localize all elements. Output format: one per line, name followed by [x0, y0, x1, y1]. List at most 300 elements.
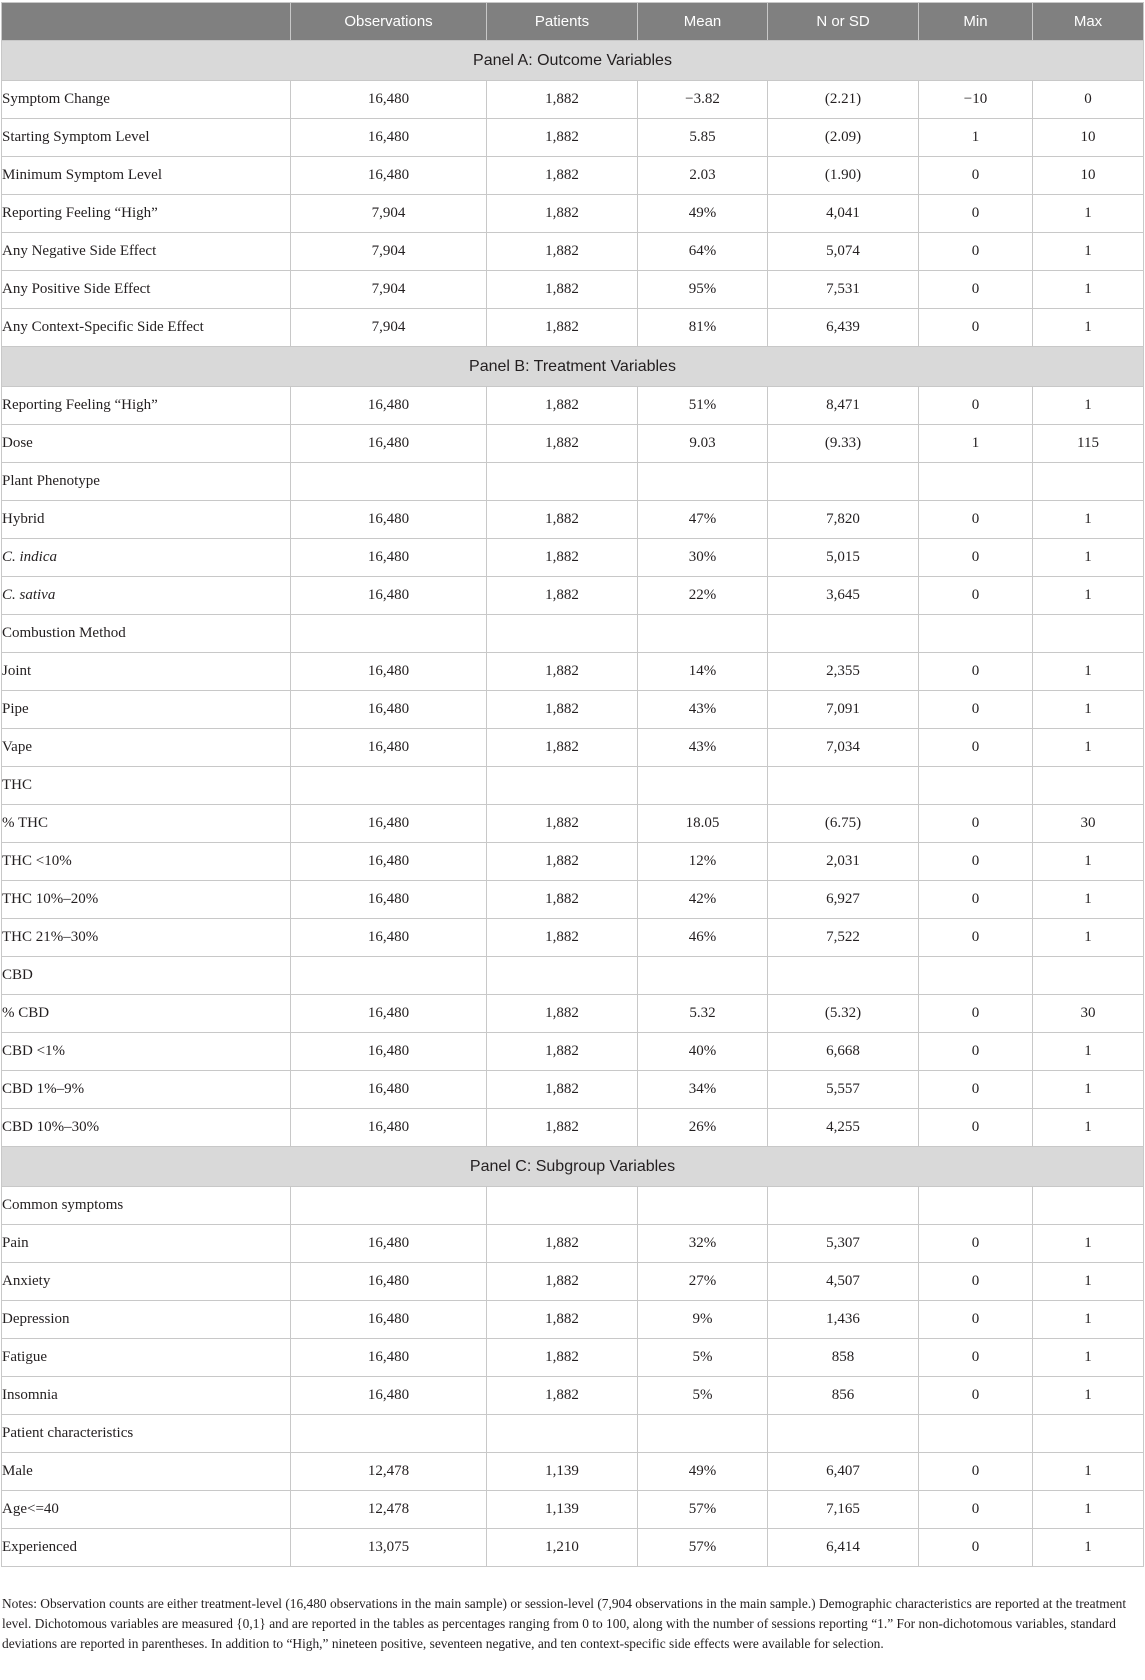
cell-observations: 16,480: [291, 729, 487, 767]
cell-min: 0: [919, 1263, 1033, 1301]
cell-n-or-sd: 6,927: [768, 881, 919, 919]
table-row: [2, 615, 1144, 653]
cell-n-or-sd: 7,820: [768, 501, 919, 539]
cell-mean: 34%: [638, 1071, 768, 1109]
header-cell-mean: Mean: [638, 3, 768, 41]
cell-mean: −3.82: [638, 81, 768, 119]
cell-min: 0: [919, 1529, 1033, 1567]
cell-max: 1: [1033, 577, 1144, 615]
row-label: Hybrid: [2, 501, 291, 539]
cell-observations: 16,480: [291, 881, 487, 919]
cell-n-or-sd: 4,041: [768, 195, 919, 233]
cell-max: 1: [1033, 691, 1144, 729]
row-label: Minimum Symptom Level: [2, 157, 291, 195]
row-label: Pipe: [2, 691, 291, 729]
cell-observations: [291, 957, 487, 995]
cell-patients: [487, 1415, 638, 1453]
cell-n-or-sd: 7,091: [768, 691, 919, 729]
cell-patients: 1,139: [487, 1453, 638, 1491]
table-body: [2, 41, 1144, 1567]
cell-mean: 49%: [638, 195, 768, 233]
cell-n-or-sd: 1,436: [768, 1301, 919, 1339]
cell-observations: 16,480: [291, 1301, 487, 1339]
row-label: Any Negative Side Effect: [2, 233, 291, 271]
cell-max: 10: [1033, 119, 1144, 157]
cell-observations: 7,904: [291, 233, 487, 271]
cell-max: 1: [1033, 309, 1144, 347]
table-row: [2, 233, 1144, 271]
table-row: [2, 1263, 1144, 1301]
cell-max: 1: [1033, 1225, 1144, 1263]
cell-max: 1: [1033, 1453, 1144, 1491]
cell-observations: 16,480: [291, 425, 487, 463]
cell-patients: 1,882: [487, 729, 638, 767]
cell-max: 0: [1033, 81, 1144, 119]
cell-patients: 1,882: [487, 1033, 638, 1071]
cell-min: 1: [919, 425, 1033, 463]
cell-max: 1: [1033, 1339, 1144, 1377]
row-label: CBD 1%–9%: [2, 1071, 291, 1109]
table-row: [2, 1339, 1144, 1377]
cell-observations: [291, 767, 487, 805]
cell-max: [1033, 615, 1144, 653]
cell-min: [919, 957, 1033, 995]
cell-mean: [638, 463, 768, 501]
cell-max: 1: [1033, 843, 1144, 881]
cell-observations: [291, 1415, 487, 1453]
cell-mean: 30%: [638, 539, 768, 577]
cell-min: 0: [919, 1033, 1033, 1071]
cell-max: [1033, 767, 1144, 805]
cell-max: 1: [1033, 1491, 1144, 1529]
cell-patients: 1,882: [487, 1263, 638, 1301]
cell-observations: 16,480: [291, 81, 487, 119]
cell-patients: [487, 767, 638, 805]
cell-min: [919, 1187, 1033, 1225]
table-row: [2, 157, 1144, 195]
cell-n-or-sd: 7,522: [768, 919, 919, 957]
row-label: Symptom Change: [2, 81, 291, 119]
row-label: Reporting Feeling “High”: [2, 195, 291, 233]
cell-max: 1: [1033, 919, 1144, 957]
cell-n-or-sd: 6,414: [768, 1529, 919, 1567]
cell-min: 0: [919, 309, 1033, 347]
cell-n-or-sd: 6,668: [768, 1033, 919, 1071]
table-row: [2, 119, 1144, 157]
cell-mean: 5%: [638, 1377, 768, 1415]
cell-n-or-sd: [768, 615, 919, 653]
cell-observations: 16,480: [291, 387, 487, 425]
table-row: [2, 653, 1144, 691]
cell-n-or-sd: 5,015: [768, 539, 919, 577]
cell-min: 0: [919, 387, 1033, 425]
panel-title: Panel A: Outcome Variables: [2, 41, 1144, 81]
cell-max: 1: [1033, 1263, 1144, 1301]
cell-n-or-sd: (2.21): [768, 81, 919, 119]
cell-min: 0: [919, 501, 1033, 539]
cell-mean: 26%: [638, 1109, 768, 1147]
row-label: C. indica: [2, 539, 291, 577]
cell-patients: 1,210: [487, 1529, 638, 1567]
cell-n-or-sd: 2,031: [768, 843, 919, 881]
row-label: Fatigue: [2, 1339, 291, 1377]
cell-min: 0: [919, 233, 1033, 271]
cell-mean: 12%: [638, 843, 768, 881]
cell-patients: 1,882: [487, 805, 638, 843]
row-label: Any Positive Side Effect: [2, 271, 291, 309]
cell-observations: 16,480: [291, 577, 487, 615]
cell-observations: 16,480: [291, 919, 487, 957]
cell-mean: 9.03: [638, 425, 768, 463]
cell-min: 0: [919, 1339, 1033, 1377]
row-label: Plant Phenotype: [2, 463, 291, 501]
cell-mean: 95%: [638, 271, 768, 309]
row-label: Male: [2, 1453, 291, 1491]
cell-max: 10: [1033, 157, 1144, 195]
cell-max: 1: [1033, 195, 1144, 233]
panel-header-row: [2, 41, 1144, 81]
cell-n-or-sd: 5,307: [768, 1225, 919, 1263]
cell-mean: 14%: [638, 653, 768, 691]
cell-n-or-sd: [768, 767, 919, 805]
cell-mean: 2.03: [638, 157, 768, 195]
table-row: [2, 767, 1144, 805]
cell-mean: [638, 615, 768, 653]
table-notes: Notes: Observation counts are either treatment-level (16,480 observations in the main sample) or session-level (7,904 observations in the main sample.) Demographic characteristics are reported at the treatment level. Dichotomous variables are measured {0,1} and are reported in the tables as percentages ranging from 0 to 100, along with the number of sessions reporting “1.” For non-dichotomous variables, standard deviations are reported in parentheses. In addition to “High,” nineteen positive, seventeen negative, and ten context-specific side effects were available for selection.: [2, 1596, 1127, 1651]
cell-min: 0: [919, 881, 1033, 919]
table-row: [2, 501, 1144, 539]
cell-n-or-sd: [768, 957, 919, 995]
row-label: Patient characteristics: [2, 1415, 291, 1453]
header-cell-min: Min: [919, 3, 1033, 41]
cell-mean: [638, 1415, 768, 1453]
cell-n-or-sd: [768, 1415, 919, 1453]
cell-max: [1033, 1415, 1144, 1453]
row-label: Combustion Method: [2, 615, 291, 653]
cell-max: [1033, 957, 1144, 995]
row-label: Reporting Feeling “High”: [2, 387, 291, 425]
cell-observations: [291, 615, 487, 653]
cell-mean: 5.85: [638, 119, 768, 157]
cell-patients: 1,882: [487, 195, 638, 233]
cell-patients: 1,882: [487, 233, 638, 271]
header-cell-variable: [2, 3, 291, 41]
row-label: % THC: [2, 805, 291, 843]
panel-title: Panel B: Treatment Variables: [2, 347, 1144, 387]
cell-n-or-sd: 8,471: [768, 387, 919, 425]
table-row: [2, 1529, 1144, 1567]
cell-observations: 7,904: [291, 309, 487, 347]
cell-observations: [291, 1187, 487, 1225]
cell-n-or-sd: (2.09): [768, 119, 919, 157]
row-label: Vape: [2, 729, 291, 767]
cell-max: 30: [1033, 995, 1144, 1033]
table-row: [2, 881, 1144, 919]
cell-mean: 5%: [638, 1339, 768, 1377]
table-row: [2, 425, 1144, 463]
cell-max: 1: [1033, 1071, 1144, 1109]
row-label: THC <10%: [2, 843, 291, 881]
cell-mean: 9%: [638, 1301, 768, 1339]
table-row: [2, 309, 1144, 347]
table-row: [2, 1033, 1144, 1071]
cell-mean: 32%: [638, 1225, 768, 1263]
summary-statistics-table: [1, 2, 1144, 1567]
row-label: C. sativa: [2, 577, 291, 615]
cell-n-or-sd: 7,165: [768, 1491, 919, 1529]
cell-patients: 1,882: [487, 501, 638, 539]
cell-patients: 1,882: [487, 1339, 638, 1377]
table-row: [2, 919, 1144, 957]
table-row: [2, 1301, 1144, 1339]
cell-observations: 16,480: [291, 539, 487, 577]
cell-patients: 1,882: [487, 919, 638, 957]
cell-min: 0: [919, 1225, 1033, 1263]
header-cell-observations: Observations: [291, 3, 487, 41]
cell-max: 1: [1033, 233, 1144, 271]
table-row: [2, 1377, 1144, 1415]
cell-min: 0: [919, 1453, 1033, 1491]
cell-patients: [487, 463, 638, 501]
cell-patients: 1,882: [487, 1301, 638, 1339]
row-label: THC 10%–20%: [2, 881, 291, 919]
row-label: Pain: [2, 1225, 291, 1263]
cell-mean: 27%: [638, 1263, 768, 1301]
cell-observations: 16,480: [291, 1339, 487, 1377]
table-row: [2, 195, 1144, 233]
cell-mean: 51%: [638, 387, 768, 425]
cell-min: 0: [919, 1071, 1033, 1109]
row-label: CBD 10%–30%: [2, 1109, 291, 1147]
cell-mean: 57%: [638, 1491, 768, 1529]
cell-patients: [487, 615, 638, 653]
cell-patients: [487, 1187, 638, 1225]
panel-title: Panel C: Subgroup Variables: [2, 1147, 1144, 1187]
row-label: THC: [2, 767, 291, 805]
cell-mean: 43%: [638, 729, 768, 767]
cell-min: 0: [919, 195, 1033, 233]
cell-observations: 12,478: [291, 1491, 487, 1529]
cell-n-or-sd: 3,645: [768, 577, 919, 615]
cell-min: [919, 615, 1033, 653]
cell-max: [1033, 1187, 1144, 1225]
cell-max: 1: [1033, 1033, 1144, 1071]
cell-n-or-sd: 4,255: [768, 1109, 919, 1147]
cell-n-or-sd: (6.75): [768, 805, 919, 843]
cell-observations: 12,478: [291, 1453, 487, 1491]
cell-max: 115: [1033, 425, 1144, 463]
row-label: Depression: [2, 1301, 291, 1339]
cell-min: 0: [919, 691, 1033, 729]
cell-min: 0: [919, 539, 1033, 577]
table-row: [2, 691, 1144, 729]
cell-patients: 1,882: [487, 309, 638, 347]
table-row: [2, 387, 1144, 425]
cell-mean: 57%: [638, 1529, 768, 1567]
cell-min: 1: [919, 119, 1033, 157]
cell-n-or-sd: 6,439: [768, 309, 919, 347]
table-row: [2, 729, 1144, 767]
cell-min: 0: [919, 653, 1033, 691]
cell-min: 0: [919, 843, 1033, 881]
cell-mean: 42%: [638, 881, 768, 919]
cell-min: 0: [919, 729, 1033, 767]
cell-n-or-sd: (5.32): [768, 995, 919, 1033]
cell-n-or-sd: 5,557: [768, 1071, 919, 1109]
cell-n-or-sd: 856: [768, 1377, 919, 1415]
cell-max: [1033, 463, 1144, 501]
cell-min: [919, 463, 1033, 501]
cell-max: 1: [1033, 501, 1144, 539]
table-row: [2, 995, 1144, 1033]
cell-max: 1: [1033, 1377, 1144, 1415]
cell-observations: 16,480: [291, 843, 487, 881]
cell-n-or-sd: 4,507: [768, 1263, 919, 1301]
cell-min: 0: [919, 1377, 1033, 1415]
cell-observations: 13,075: [291, 1529, 487, 1567]
cell-max: 1: [1033, 387, 1144, 425]
cell-n-or-sd: 7,531: [768, 271, 919, 309]
header-cell-n-or-sd: N or SD: [768, 3, 919, 41]
header-row: [2, 3, 1144, 41]
row-label: Joint: [2, 653, 291, 691]
cell-n-or-sd: (1.90): [768, 157, 919, 195]
table-row: [2, 1187, 1144, 1225]
cell-patients: 1,882: [487, 425, 638, 463]
row-label: % CBD: [2, 995, 291, 1033]
table-row: [2, 81, 1144, 119]
cell-min: 0: [919, 577, 1033, 615]
row-label: Experienced: [2, 1529, 291, 1567]
cell-n-or-sd: [768, 463, 919, 501]
row-label: Anxiety: [2, 1263, 291, 1301]
cell-mean: 46%: [638, 919, 768, 957]
cell-n-or-sd: 2,355: [768, 653, 919, 691]
panel-header-row: [2, 347, 1144, 387]
header-cell-patients: Patients: [487, 3, 638, 41]
cell-max: 1: [1033, 1109, 1144, 1147]
cell-max: 1: [1033, 539, 1144, 577]
cell-mean: 49%: [638, 1453, 768, 1491]
cell-n-or-sd: [768, 1187, 919, 1225]
cell-mean: [638, 767, 768, 805]
cell-patients: 1,882: [487, 995, 638, 1033]
cell-min: 0: [919, 1109, 1033, 1147]
cell-patients: 1,882: [487, 271, 638, 309]
cell-observations: 16,480: [291, 1109, 487, 1147]
cell-observations: [291, 463, 487, 501]
cell-patients: 1,882: [487, 387, 638, 425]
cell-min: 0: [919, 1491, 1033, 1529]
cell-observations: 16,480: [291, 995, 487, 1033]
row-label: Age<=40: [2, 1491, 291, 1529]
cell-patients: 1,882: [487, 119, 638, 157]
cell-observations: 16,480: [291, 1071, 487, 1109]
cell-observations: 16,480: [291, 1225, 487, 1263]
cell-observations: 16,480: [291, 653, 487, 691]
table-row: [2, 1491, 1144, 1529]
cell-mean: 40%: [638, 1033, 768, 1071]
table-row: [2, 463, 1144, 501]
row-label: CBD <1%: [2, 1033, 291, 1071]
cell-patients: 1,882: [487, 577, 638, 615]
cell-n-or-sd: 858: [768, 1339, 919, 1377]
cell-mean: 43%: [638, 691, 768, 729]
cell-n-or-sd: 5,074: [768, 233, 919, 271]
row-label: Insomnia: [2, 1377, 291, 1415]
cell-max: 1: [1033, 1301, 1144, 1339]
table-row: [2, 957, 1144, 995]
cell-mean: 5.32: [638, 995, 768, 1033]
cell-n-or-sd: (9.33): [768, 425, 919, 463]
cell-mean: [638, 957, 768, 995]
row-label: Any Context-Specific Side Effect: [2, 309, 291, 347]
table-row: [2, 805, 1144, 843]
cell-mean: [638, 1187, 768, 1225]
cell-observations: 16,480: [291, 1033, 487, 1071]
cell-mean: 64%: [638, 233, 768, 271]
cell-patients: 1,882: [487, 81, 638, 119]
cell-max: 1: [1033, 271, 1144, 309]
cell-observations: 16,480: [291, 1263, 487, 1301]
table-row: [2, 539, 1144, 577]
cell-n-or-sd: 7,034: [768, 729, 919, 767]
cell-observations: 16,480: [291, 805, 487, 843]
row-label: Dose: [2, 425, 291, 463]
cell-patients: 1,882: [487, 157, 638, 195]
cell-max: 1: [1033, 1529, 1144, 1567]
table-row: [2, 1109, 1144, 1147]
table-row: [2, 843, 1144, 881]
cell-observations: 16,480: [291, 691, 487, 729]
cell-min: 0: [919, 157, 1033, 195]
table-row: [2, 1415, 1144, 1453]
cell-patients: 1,882: [487, 653, 638, 691]
cell-observations: 16,480: [291, 157, 487, 195]
cell-mean: 81%: [638, 309, 768, 347]
table-row: [2, 271, 1144, 309]
cell-mean: 22%: [638, 577, 768, 615]
cell-patients: 1,882: [487, 843, 638, 881]
panel-header-row: [2, 1147, 1144, 1187]
cell-patients: 1,882: [487, 1109, 638, 1147]
cell-n-or-sd: 6,407: [768, 1453, 919, 1491]
cell-mean: 18.05: [638, 805, 768, 843]
cell-observations: 16,480: [291, 1377, 487, 1415]
row-label: Starting Symptom Level: [2, 119, 291, 157]
row-label: Common symptoms: [2, 1187, 291, 1225]
cell-min: [919, 767, 1033, 805]
cell-mean: 47%: [638, 501, 768, 539]
cell-min: 0: [919, 995, 1033, 1033]
cell-observations: 16,480: [291, 119, 487, 157]
cell-patients: 1,139: [487, 1491, 638, 1529]
cell-max: 1: [1033, 653, 1144, 691]
table-row: [2, 1225, 1144, 1263]
cell-patients: 1,882: [487, 691, 638, 729]
cell-max: 1: [1033, 881, 1144, 919]
header-cell-max: Max: [1033, 3, 1144, 41]
table-row: [2, 1071, 1144, 1109]
cell-min: 0: [919, 805, 1033, 843]
cell-min: −10: [919, 81, 1033, 119]
cell-min: 0: [919, 271, 1033, 309]
cell-observations: 16,480: [291, 501, 487, 539]
cell-observations: 7,904: [291, 271, 487, 309]
cell-max: 1: [1033, 729, 1144, 767]
cell-patients: 1,882: [487, 1071, 638, 1109]
table-row: [2, 577, 1144, 615]
